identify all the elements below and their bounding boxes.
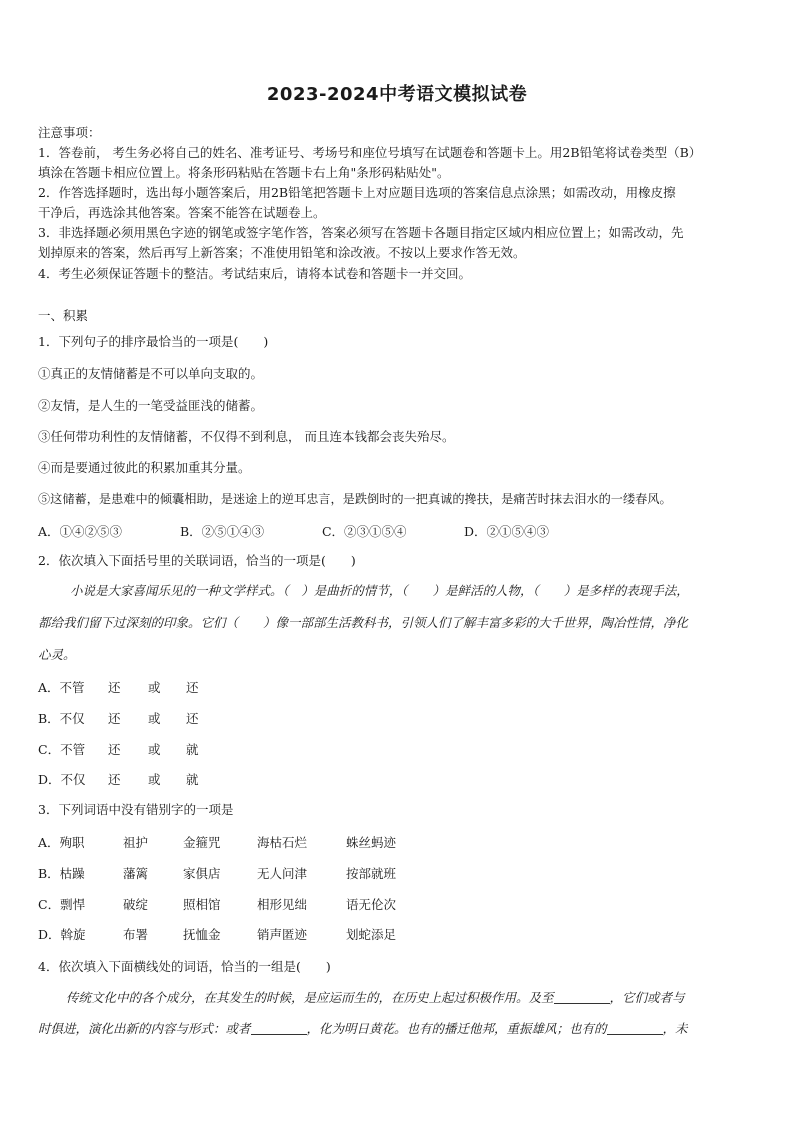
question-1-stem: 1．下列句子的排序最恰当的一项是( ): [38, 334, 269, 349]
q3-word: 抚恤金: [182, 927, 221, 942]
notice-line: 4．考生必须保证答题卡的整洁。考试结束后，请将本试卷和答题卡一并交回。: [38, 266, 471, 281]
q3-word: 按部就班: [345, 866, 396, 881]
question-2-stem: 2．依次填入下面括号里的关联词语，恰当的一项是( ): [38, 553, 356, 568]
q1-sentence: ①真正的友情储蓄是不可以单向支取的。: [38, 366, 264, 381]
q3-word: C．剽悍: [38, 897, 86, 912]
q3-word: A．殉职: [38, 835, 85, 850]
q2-word: 或: [147, 772, 161, 787]
q2-word: 就: [185, 742, 199, 757]
q4-text: ，化为明日黄花。也有的播迁他邦，重振雄风；也有的: [306, 1021, 607, 1036]
q3-word: 语无伦次: [345, 897, 396, 912]
notice-line: 2．作答选择题时，选出每小题答案后，用2B铅笔把答题卡上对应题目选项的答案信息点涂黑；如需改动，用橡皮擦: [38, 185, 676, 200]
q2-word: 就: [185, 772, 199, 787]
q3-word: 布署: [122, 927, 148, 942]
q2-word: 还: [107, 772, 121, 787]
q2-option-c[interactable]: [38, 740, 198, 758]
q3-option-d[interactable]: [38, 925, 396, 943]
q4-text: 时俱进，演化出新的内容与形式：或者: [38, 1021, 251, 1036]
q2-option-b[interactable]: [38, 709, 198, 727]
q2-word: B．不仅: [38, 711, 85, 726]
q2-word: A．不管: [38, 680, 85, 695]
q1-option-c[interactable]: C．②③①⑤④: [321, 524, 407, 539]
q4-blank-2[interactable]: [251, 1022, 307, 1035]
q4-blank-1[interactable]: [554, 991, 610, 1004]
q2-word: 或: [147, 742, 161, 757]
q3-word: 海枯石烂: [256, 835, 307, 850]
notice-line: 填涂在答题卡相应位置上。将条形码粘贴在答题卡右上角"条形码粘贴处"。: [38, 165, 450, 180]
q1-sentence: ④而是要通过彼此的积累加重其分量。: [38, 460, 251, 475]
q3-word: 家俱店: [182, 866, 221, 881]
q2-passage-line: 都给我们留下过深刻的印象。它们（ ）像一部部生活教科书，引领人们了解丰富多彩的大千世界，陶冶性情，净化: [38, 615, 689, 630]
q2-word: 还: [107, 711, 121, 726]
q3-option-a[interactable]: [38, 833, 396, 851]
question-4-stem: 4．依次填入下面横线处的词语，恰当的一组是( ): [38, 959, 331, 974]
q1-option-a[interactable]: A．①④②⑤③: [38, 524, 123, 539]
q2-option-d[interactable]: [38, 770, 198, 788]
notice-line: 划掉原来的答案，然后再写上新答案；不准使用铅笔和涂改液。不按以上要求作答无效。: [38, 245, 526, 260]
q3-word: 藩篱: [122, 866, 148, 881]
notice-line: 干净后，再选涂其他答案。答案不能答在试题卷上。: [38, 205, 326, 220]
q3-option-b[interactable]: [38, 864, 396, 882]
q4-text: ，未: [662, 1021, 688, 1036]
q4-passage-line: [38, 1021, 688, 1037]
q3-word: D．斡旋: [38, 927, 86, 942]
q3-word: 破绽: [122, 897, 148, 912]
q3-option-c[interactable]: [38, 895, 396, 913]
q3-word: 照相馆: [182, 897, 221, 912]
q1-option-b[interactable]: B．②⑤①④③: [179, 524, 265, 539]
q2-option-a[interactable]: [38, 678, 198, 696]
q4-passage-line: [66, 990, 685, 1006]
q1-sentence: ②友情，是人生的一笔受益匪浅的储蓄。: [38, 398, 264, 413]
q2-passage-line: 小说是大家喜闻乐见的一种文学样式。（ ）是曲折的情节，（ ）是鲜活的人物，（ ）是多样的表现手法，: [70, 583, 689, 598]
q3-word: 蛛丝蚂迹: [345, 835, 396, 850]
q2-passage-line: 心灵。: [38, 647, 76, 662]
q1-option-d[interactable]: D．②①⑤④③: [463, 524, 549, 539]
q3-word: 无人问津: [256, 866, 307, 881]
q1-options: [38, 522, 549, 540]
q2-word: 或: [147, 711, 161, 726]
q3-word: 祖护: [122, 835, 148, 850]
q2-word: 或: [147, 680, 161, 695]
q3-word: 销声匿迹: [256, 927, 307, 942]
q3-word: 金箍咒: [182, 835, 221, 850]
q4-text: 传统文化中的各个成分，在其发生的时候，是应运而生的，在历史上起过积极作用。及至: [66, 990, 554, 1005]
notice-heading: 注意事项：: [38, 125, 101, 140]
q2-word: D．不仅: [38, 772, 86, 787]
q2-word: C．不管: [38, 742, 86, 757]
q3-word: B．枯躁: [38, 866, 85, 881]
question-3-stem: 3．下列词语中没有错别字的一项是: [38, 802, 234, 817]
q1-sentence: ③任何带功利性的友情储蓄，不仅得不到利息， 而且连本钱都会丧失殆尽。: [38, 429, 455, 444]
q1-sentence: ⑤这储蓄，是患难中的倾囊相助，是迷途上的逆耳忠言，是跌倒时的一把真诚的搀扶，是痛苦时抹去泪水的一缕春风。: [38, 492, 672, 506]
q2-word: 还: [185, 680, 199, 695]
q2-word: 还: [107, 680, 121, 695]
q3-word: 划蛇添足: [345, 927, 396, 942]
exam-title: 2023-2024中考语文模拟试卷: [266, 84, 528, 105]
q3-word: 相形见绌: [256, 897, 307, 912]
notice-line: 3．非选择题必须用黑色字迹的钢笔或签字笔作答，答案必须写在答题卡各题目指定区域内相应位置上；如需改动，先: [38, 225, 684, 240]
q4-blank-3[interactable]: [607, 1022, 663, 1035]
section-heading: 一、积累: [38, 308, 89, 323]
q2-word: 还: [185, 711, 199, 726]
notice-line: 1．答卷前， 考生务必将自己的姓名、准考证号、考场号和座位号填写在试题卷和答题卡上。用2B铅笔将试卷类型（B）: [38, 145, 702, 160]
q4-text: ，它们或者与: [609, 990, 685, 1005]
q2-word: 还: [107, 742, 121, 757]
